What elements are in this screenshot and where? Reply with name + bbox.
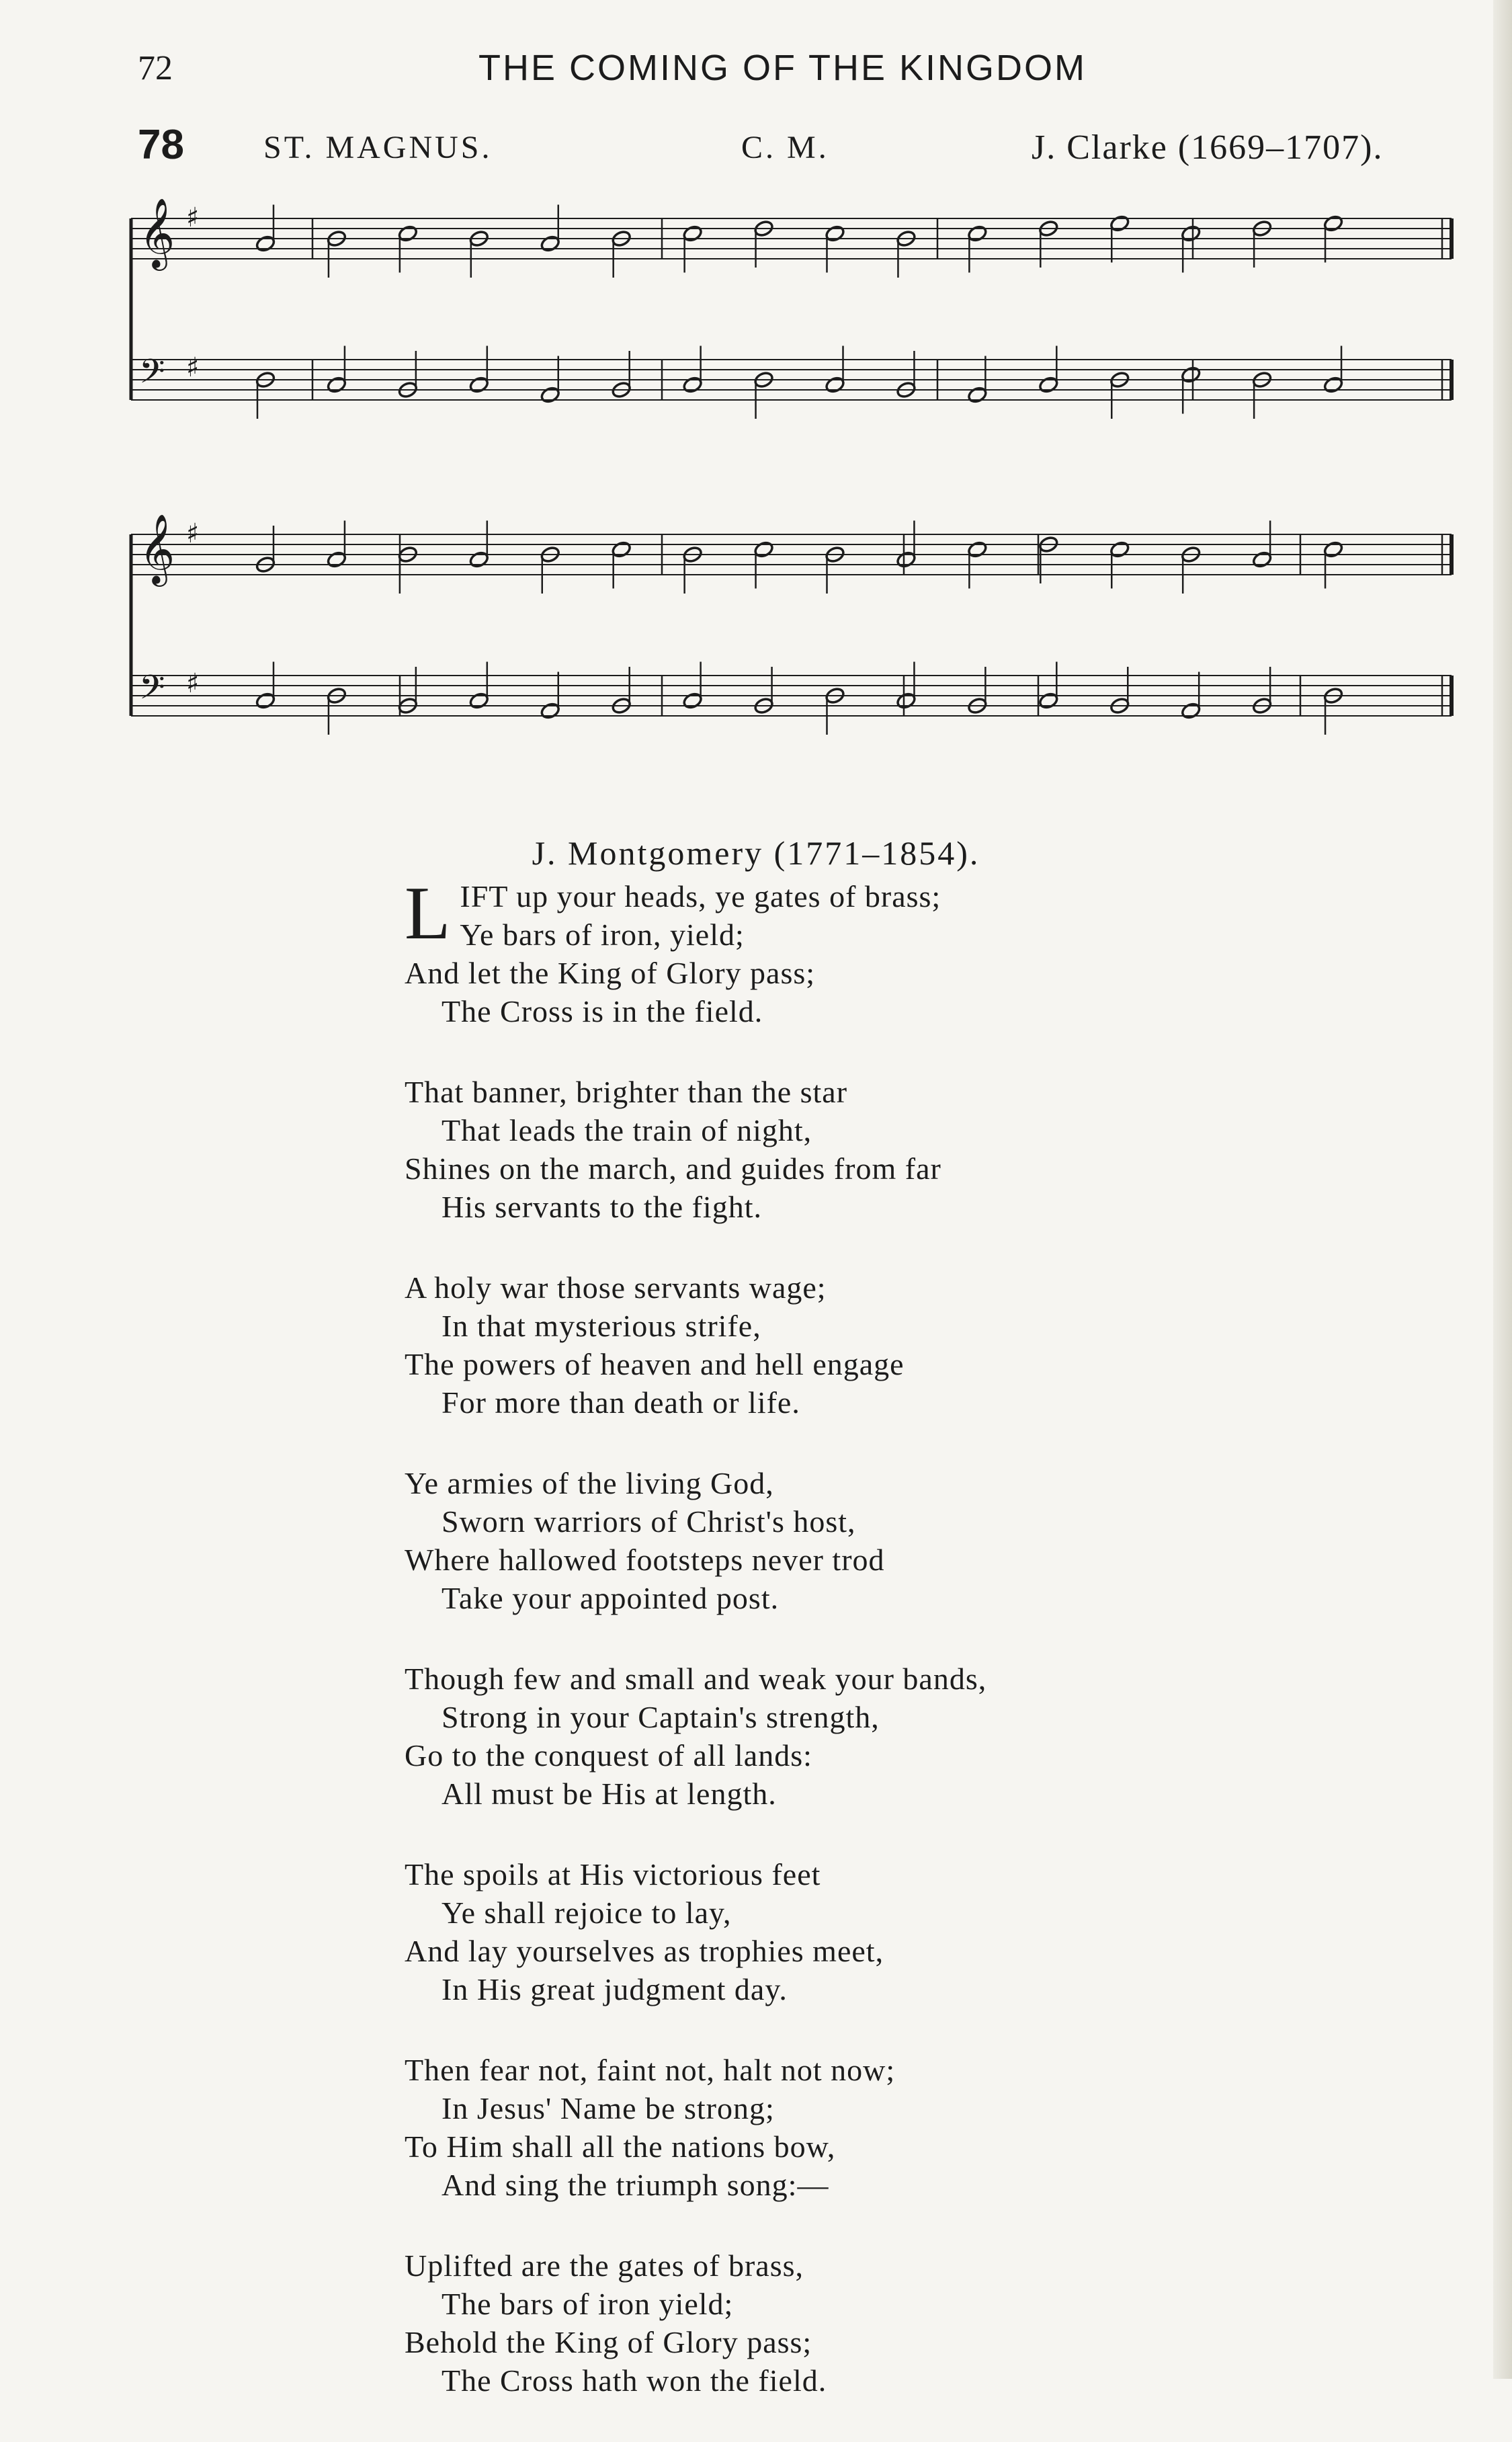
stanza-line: Ye armies of the living God, [405, 1466, 774, 1500]
sharp-icon: ♯ [186, 518, 200, 549]
stanza-line: Ye shall rejoice to lay, [442, 1896, 732, 1930]
stanza-line: For more than death or life. [442, 1385, 800, 1420]
tune-header [0, 121, 1512, 181]
stanza [405, 2246, 1413, 2400]
stanza-line: The Cross is in the field. [442, 994, 763, 1028]
stanza-line: And lay yourselves as trophies meet, [405, 1934, 884, 1968]
music-score-2 [124, 514, 1462, 783]
bass-clef-icon: 𝄢 [139, 352, 165, 399]
stanza-line: The Cross hath won the field. [442, 2363, 827, 2398]
stanza [405, 872, 1413, 1030]
stanza [405, 1073, 1413, 1226]
dropcap: L [405, 872, 451, 955]
stanza-line: Then fear not, faint not, halt not now; [405, 2053, 896, 2087]
music-score-1 [124, 198, 1462, 467]
hymn-number: 78 [138, 122, 184, 168]
stanza-line: And sing the triumph song:— [442, 2168, 829, 2202]
meter: C. M. [741, 130, 829, 165]
page-number: 72 [138, 49, 173, 87]
stanza-line: The bars of iron yield; [442, 2287, 734, 2321]
section-title: THE COMING OF THE KINGDOM [478, 48, 1087, 88]
stanza-line: Take your appointed post. [442, 1581, 780, 1615]
stanza [405, 1464, 1413, 1617]
stanza-line: And let the King of Glory pass; [405, 956, 816, 990]
hymn-text [405, 872, 1413, 2442]
stanza-line: His servants to the fight. [442, 1190, 762, 1224]
stanza [405, 1855, 1413, 2008]
stanza-line: Ye bars of iron, yield; [460, 918, 745, 952]
bass-clef-icon: 𝄢 [139, 668, 165, 715]
sharp-icon: ♯ [186, 352, 200, 383]
stanza-line: The spoils at His victorious feet [405, 1857, 821, 1891]
stanza-line: Uplifted are the gates of brass, [405, 2248, 804, 2283]
stanza-line: In that mysterious strife, [442, 1309, 761, 1343]
music-system-1 [124, 198, 1462, 467]
stanza-line: Shines on the march, and guides from far [405, 1151, 941, 1186]
stanza-line: In His great judgment day. [442, 1972, 788, 2006]
stanza-line: That leads the train of night, [442, 1113, 812, 1147]
first-line-text: IFT up your heads, ye gates of brass; [460, 879, 941, 913]
stanza-line: Strong in your Captain's strength, [442, 1700, 880, 1734]
treble-clef-icon: 𝄞 [139, 198, 175, 268]
stanza-line: To Him shall all the nations bow, [405, 2129, 836, 2164]
stanza-line: Where hallowed footsteps never trod [405, 1543, 885, 1577]
stanza-line: All must be His at length. [442, 1777, 777, 1811]
stanza-line: The powers of heaven and hell engage [405, 1347, 905, 1381]
stanza-line: A holy war those servants wage; [405, 1270, 827, 1305]
author-credit: J. Montgomery (1771–1854). [532, 834, 980, 872]
stanza-line: Behold the King of Glory pass; [405, 2325, 812, 2359]
stanza [405, 1660, 1413, 1813]
stanza-line: Go to the conquest of all lands: [405, 1738, 812, 1773]
sharp-icon: ♯ [186, 202, 200, 233]
stanza [405, 2051, 1413, 2204]
page-edge [1493, 0, 1512, 2379]
composer-credit: J. Clarke (1669–1707). [1032, 128, 1384, 167]
stanza [405, 1268, 1413, 1422]
stanza-line: Sworn warriors of Christ's host, [442, 1504, 856, 1539]
sharp-icon: ♯ [186, 668, 200, 699]
treble-clef-icon: 𝄞 [139, 514, 175, 584]
stanza-line: In Jesus' Name be strong; [442, 2091, 775, 2125]
running-head [0, 40, 1512, 101]
stanza-line: Though few and small and weak your bands, [405, 1662, 987, 1696]
stanza-line: That banner, brighter than the star [405, 1075, 848, 1109]
tune-name: ST. MAGNUS. [263, 130, 493, 165]
music-system-2 [124, 514, 1462, 783]
